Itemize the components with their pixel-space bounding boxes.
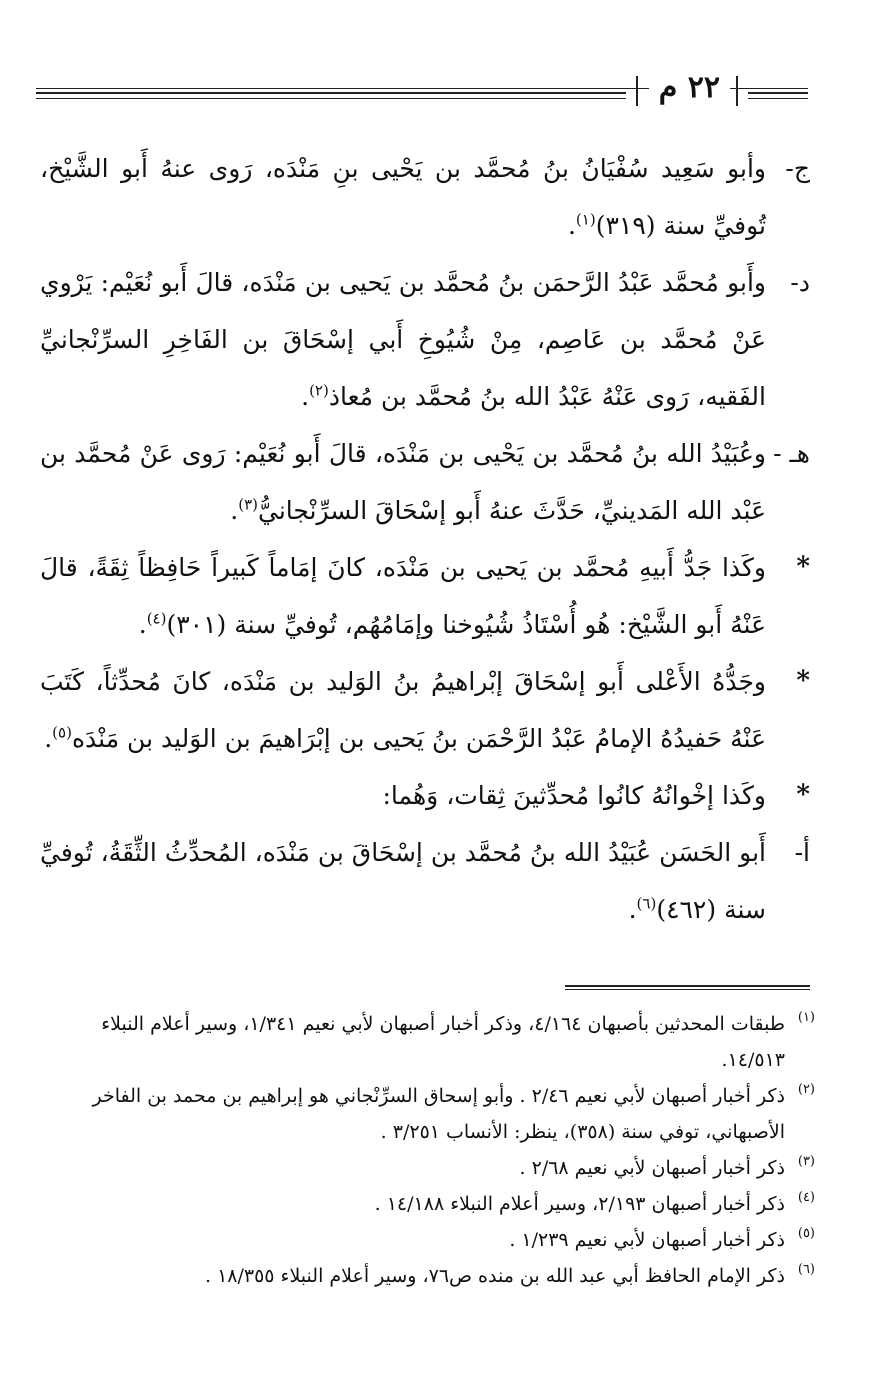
- running-header: [36, 68, 808, 108]
- sentence-end: .: [567, 211, 576, 240]
- paragraph: [40, 767, 810, 824]
- paragraph: [40, 539, 810, 653]
- text-line: أَبو الشَّيْخ: هُو أُسْتَاذُ شُيُوخنا وإمَامُهُم، تُوفيِّ سنة (٣٠١): [166, 610, 723, 639]
- header-rule-right: [748, 92, 808, 99]
- footnote-text: ذكر أخبار أصبهان لأبي نعيم ٢/٤٦ . وأبو إسحاق السرِّنْجاني هو إبراهيم بن محمد بن الفاخر الأصبهاني، توفي سنة (٣٥٨)، ينظر: الأنساب ٣/٢٥١ .: [92, 1085, 785, 1143]
- footnote: [40, 1150, 815, 1186]
- text-line: وكَذا إخْوانُهُ كانُوا مُحدِّثينَ ثِقات، وَهُما:: [382, 781, 766, 810]
- footnote-number: (١): [797, 1010, 815, 1025]
- footnote-text: ذكر أخبار أصبهان لأبي نعيم ١/٢٣٩ .: [509, 1229, 785, 1251]
- footnote-reference[interactable]: (٤): [146, 609, 167, 628]
- text-line: عَبْد الله المَدينيِّ، حَدَّثَ عنهُ أَبو إسْحَاقَ السرِّنْجانيُّ: [257, 496, 766, 525]
- paragraph-marker: هـ -: [773, 439, 810, 468]
- page-number: ٢٢ م: [649, 68, 730, 108]
- footnote-reference[interactable]: (٥): [52, 723, 72, 742]
- text-line: أَبو الحَسَن عُبَيْدُ الله بنُ مُحمَّد بن إسْحَاقَ بن مَنْدَه، المُحدِّثُ الثِّقَةُ، تُوفيِّ سنة: [40, 838, 766, 924]
- paragraph-marker: أ-: [794, 838, 810, 867]
- footnote: [40, 1222, 815, 1258]
- paragraph-marker: *: [796, 780, 810, 810]
- paragraph: [40, 254, 810, 425]
- text-line: وجَدُّهُ الأَعْلى أَبو إسْحَاقَ إبْراهيمُ بنُ الوَليد بن مَنْدَه، كانَ مُحدِّثاً، كَتَبَ عَنْهُ: [40, 667, 766, 753]
- sentence-end: .: [301, 382, 310, 411]
- paragraph: [40, 824, 810, 938]
- text-line: وعُبَيْدُ الله بنُ مُحمَّد بن يَحْيى بن مَنْدَه، قالَ أَبو نُعَيْم: رَوى عَنْ مُحمَّد بن: [40, 439, 766, 468]
- footnote-number: (٣): [797, 1154, 815, 1169]
- sentence-end: .: [44, 724, 53, 753]
- paragraph-marker: د-: [790, 268, 810, 297]
- footnote-number: (٥): [797, 1226, 815, 1241]
- paragraph-marker: *: [796, 552, 810, 582]
- paragraph: [40, 425, 810, 539]
- footnote-separator: [565, 985, 810, 990]
- footnote-number: (٦): [797, 1262, 815, 1277]
- footnote-text: ذكر أخبار أصبهان ٢/١٩٣، وسير أعلام النبلاء ١٤/١٨٨ .: [374, 1193, 785, 1215]
- text-line: حَفيدُهُ الإمامُ عَبْدُ الرَّحْمَن بنُ يَحيى بن إبْرَاهيمَ بن الوَليد بن مَنْدَه: [71, 724, 723, 753]
- footnote-reference[interactable]: (٢): [309, 381, 329, 400]
- sentence-end: .: [628, 895, 637, 924]
- text-line: سنة (٣١٩): [595, 211, 706, 240]
- header-divider: [636, 76, 638, 106]
- sentence-end: .: [138, 610, 147, 639]
- footnote-number: (٤): [797, 1190, 815, 1205]
- text-line: (٤٦٢): [656, 895, 717, 924]
- main-text: [40, 140, 810, 938]
- footnote-reference[interactable]: (٣): [238, 495, 258, 514]
- footnotes: [40, 1006, 815, 1294]
- header-rule-left: [36, 92, 626, 99]
- footnote-text: ذكر أخبار أصبهان لأبي نعيم ٢/٦٨ .: [519, 1157, 785, 1179]
- footnote-text: ذكر الإمام الحافظ أبي عبد الله بن منده ص٧٦، وسير أعلام النبلاء ١٨/٣٥٥ .: [204, 1265, 785, 1287]
- header-divider: [736, 76, 738, 106]
- text-line: رَوى عَنْهُ عَبْدُ الله بنُ مُحمَّد بن مُعاذ: [328, 382, 690, 411]
- text-line: وأبو سَعِيد سُفْيَانُ بنُ مُحمَّد بن يَحْيى بنِ مَنْدَه، رَوى عنهُ أَبو الشَّيْخ، تُوفيِّ: [40, 154, 766, 240]
- footnote-reference[interactable]: (١): [575, 210, 596, 229]
- paragraph-marker: ج-: [785, 154, 810, 183]
- footnote-reference[interactable]: (٦): [636, 894, 657, 913]
- text-line: عَنْ مُحمَّد بن عَاصِم، مِنْ شُيُوخِ أَبي إسْحَاقَ بن الفَاخِرِ السرِّنْجانيِّ الفَقيه،: [40, 325, 766, 411]
- footnote: [40, 1006, 815, 1078]
- footnote: [40, 1258, 815, 1294]
- footnote: [40, 1186, 815, 1222]
- paragraph: [40, 653, 810, 767]
- footnote-number: (٢): [797, 1082, 815, 1097]
- sentence-end: .: [230, 496, 239, 525]
- text-line: وكَذا جَدُّ أَبيهِ مُحمَّد بن يَحيى بن مَنْدَه، كانَ إمَاماً كَبيراً حَافِظاً ثِقَةً، قالَ عَنْهُ: [40, 553, 766, 639]
- footnote-text: طبقات المحدثين بأصبهان ٤/١٦٤، وذكر أخبار أصبهان لأبي نعيم ١/٣٤١، وسير أعلام النبلاء ١٤/٥١٣.: [101, 1013, 785, 1071]
- text-line: وأَبو مُحمَّد عَبْدُ الرَّحمَن بنُ مُحمَّد بن يَحيى بن مَنْدَه، قالَ أَبو نُعَيْم: يَرْوي: [40, 268, 766, 297]
- paragraph: [40, 140, 810, 254]
- paragraph-marker: *: [796, 666, 810, 696]
- footnote: [40, 1078, 815, 1150]
